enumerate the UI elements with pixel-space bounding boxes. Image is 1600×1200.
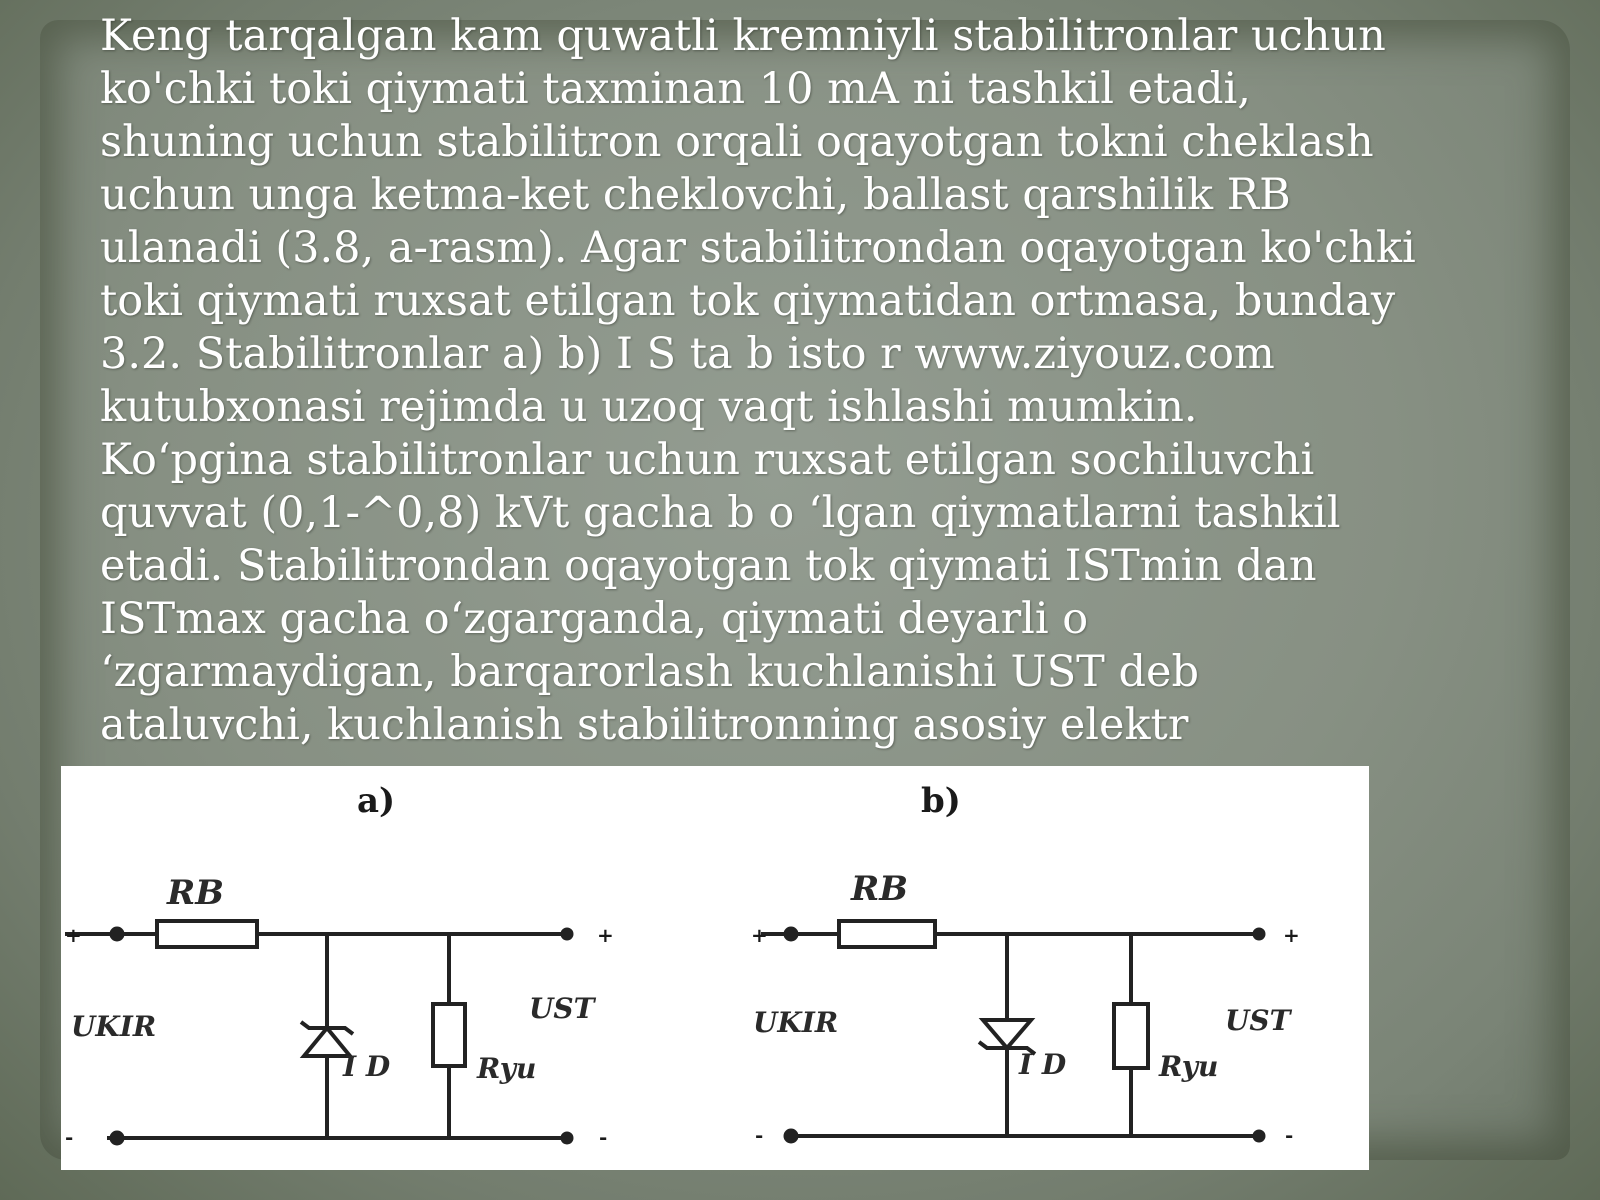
circuit-b-output-plus: + [1283,923,1300,947]
circuit-b-resistor-label: RB [851,869,908,909]
circuit-a-output-plus: + [597,923,614,947]
circuit-b-output-label: UST [1225,1004,1291,1037]
paragraph-line: shuning uchun stabilitron orqali oqayotgan tokni cheklash [100,117,1374,167]
circuit-a-load-resistor [433,1004,465,1066]
circuit-a-output-minus: - [599,1125,608,1149]
paragraph-line: uchun unga ketma-ket cheklovchi, ballast qarshilik RB [100,170,1291,220]
circuit-a-input-minus: - [65,1125,74,1149]
paragraph-line: toki qiymati ruxsat etilgan tok qiymatidan ortmasa, bunday [100,276,1396,326]
circuit-a-output-node-bottom [561,1132,573,1144]
circuit-b-input-minus: - [755,1123,764,1147]
paragraph-line: ISTmax gacha o‘zgarganda, qiymati deyarli o [100,594,1089,644]
circuit-a-output-label: UST [529,992,595,1025]
circuit-a-caption: a) [357,781,396,821]
paragraph-line: kutubxonasi rejimda u uzoq vaqt ishlashi mumkin. [100,382,1198,432]
circuit-a-input-label: UKIR [71,1010,157,1043]
paragraph-line: ulanadi (3.8, a-rasm). Agar stabilitrondan oqayotgan ko'chki [100,223,1416,273]
paragraph-line: etadi. Stabilitrondan oqayotgan tok qiymati ISTmin dan [100,541,1317,591]
paragraph-line: ‘zgarmaydigan, barqarorlash kuchlanishi UST deb [100,647,1199,697]
circuit-b-diode-label: I D [1019,1048,1067,1081]
circuit-a-input-plus: + [65,923,82,947]
paragraph-line: Keng tarqalgan kam quwatli kremniyli stabilitronlar uchun [100,11,1386,61]
circuit-b-load-resistor [1114,1004,1148,1068]
paragraph-line: ko'chki toki qiymati taxminan 10 mA ni tashkil etadi, [100,64,1251,114]
circuit-a-diode-label: I D [343,1050,391,1083]
circuit-b [751,781,1300,1147]
circuit-a [65,781,614,1149]
circuit-a-output-node-top [561,928,573,940]
circuit-b-input-label: UKIR [753,1006,839,1039]
circuit-b-load-label: Ryu [1159,1050,1219,1083]
circuit-b-output-node-top [1253,928,1265,940]
circuit-a-load-label: Ryu [477,1052,537,1085]
circuit-a-input-node-top [110,927,124,941]
circuit-diagram [61,766,1369,1170]
circuit-b-input-node-top [784,927,798,941]
circuit-a-resistor-label: RB [167,873,224,913]
circuit-b-output-node-bottom [1253,1130,1265,1142]
paragraph-line: quvvat (0,1-^0,8) kVt gacha b o ‘lgan qiymatlarni tashkil [100,488,1341,538]
circuit-b-output-minus: - [1285,1123,1294,1147]
circuit-b-ballast-resistor [839,921,935,947]
paragraph-line: Ko‘pgina stabilitronlar uchun ruxsat etilgan sochiluvchi [100,435,1315,485]
paragraph-line: ataluvchi, kuchlanish stabilitronning asosiy elektr [100,700,1189,750]
circuit-figure [61,766,1369,1170]
circuit-b-caption: b) [921,781,961,821]
circuit-a-ballast-resistor [157,921,257,947]
circuit-a-input-node-bottom [110,1131,124,1145]
circuit-b-zener-diode [983,1020,1031,1048]
body-paragraph [100,10,1416,752]
paragraph-line: 3.2. Stabilitronlar a) b) I S ta b isto r www.ziyouz.com [100,329,1275,379]
circuit-b-input-plus: + [751,923,768,947]
circuit-b-input-node-bottom [784,1129,798,1143]
